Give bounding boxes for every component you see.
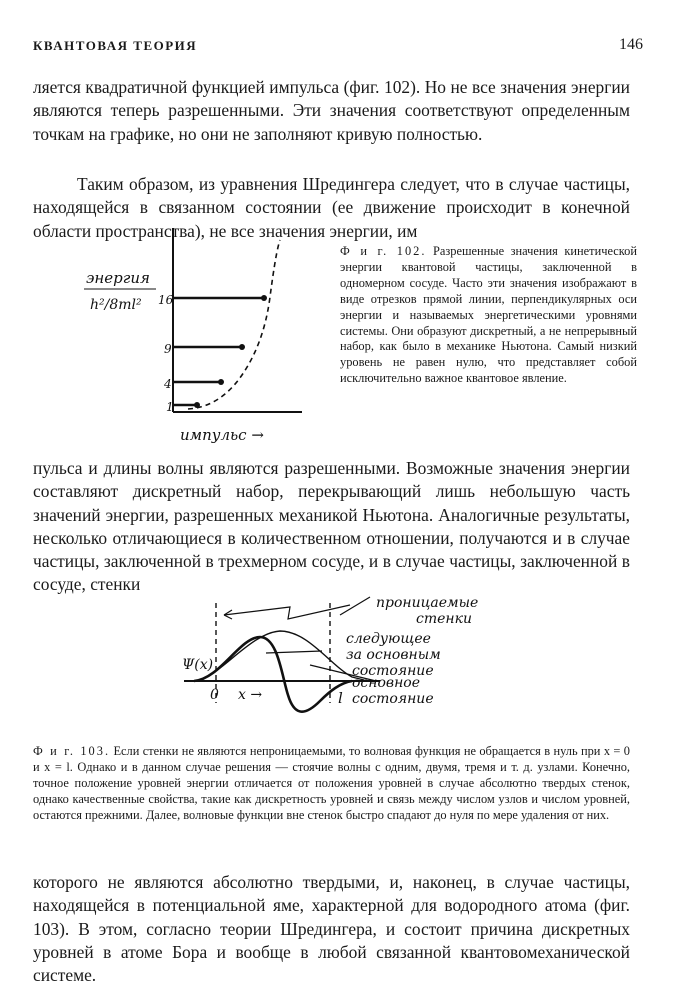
fig102-y-axis-unit: h²/8ml² bbox=[90, 297, 142, 313]
fig103-walls-label-1: проницаемые bbox=[376, 595, 479, 611]
fig102-point-9 bbox=[239, 344, 245, 350]
fig103-next-label-2: за основным bbox=[346, 647, 441, 663]
page-header bbox=[33, 38, 643, 60]
paragraph-2: Таким образом, из уравнения Шредингера следует, что в случае частицы, находящейся в связанном состоянии (ее движение происходит в конечной области пространства), не все значения энергии, им bbox=[33, 174, 630, 241]
fig103-l-label: l bbox=[338, 689, 343, 707]
fig103-x-label: x → bbox=[238, 687, 263, 703]
fig102-level-label-1: 1 bbox=[166, 400, 174, 414]
fig103-ground-state-curve bbox=[196, 631, 364, 681]
paragraph-4: которого не являются абсолютно твердыми, и, наконец, в случае частицы, находящейся в потенциальной яме, характерной для водородного атома (фиг. 103). В этом, согласно теории Шредингера, и состоит причина дискретных уровней в атоме Бора и вообще в любой связанной квантовомеханической системе. bbox=[33, 872, 630, 986]
figure-102-plot bbox=[70, 225, 340, 450]
figure-103-plot bbox=[180, 585, 530, 745]
paragraph-1: ляется квадратичной функцией импульса (фиг. 102). Но не все значения энергии являются теперь разрешенными. Эти значения соответствуют определенным точкам на графике, но они не заполняют кривую полностью. bbox=[33, 77, 630, 144]
figure-102-caption bbox=[340, 244, 637, 387]
figure-102-caption-label: Ф и г. 102. bbox=[340, 244, 427, 258]
fig103-walls-label-2: стенки bbox=[416, 611, 472, 627]
paragraph-3: пульса и длины волны являются разрешенными. Возможные значения энергии составляют дискретный набор, перекрывающий лишь небольшую часть значений энергии, разрешенных механикой Ньютона. Аналогичные результаты, несколько отличающиеся в количественном отношении, получаются и в случае частицы, заключенной в трехмерном сосуде, и в случае частицы, заключенной в сосуде, стенки bbox=[33, 458, 630, 595]
running-title: КВАНТОВАЯ ТЕОРИЯ bbox=[33, 38, 198, 53]
fig102-point-1 bbox=[194, 402, 200, 408]
fig103-origin-label: 0 bbox=[210, 687, 219, 703]
fig102-point-4 bbox=[218, 379, 224, 385]
fig102-point-16 bbox=[261, 295, 267, 301]
fig103-walls-pointer bbox=[224, 605, 350, 619]
fig102-x-axis-label: импульс → bbox=[180, 426, 264, 444]
fig102-level-label-4: 4 bbox=[164, 377, 172, 391]
fig102-level-label-16: 16 bbox=[158, 293, 174, 307]
fig103-next-label-1: следующее bbox=[346, 631, 431, 647]
fig103-next-label-3: состояние bbox=[352, 663, 434, 679]
fig103-y-label: Ψ(x) bbox=[182, 657, 214, 673]
fig102-y-axis-label: энергия bbox=[86, 269, 150, 287]
figure-103-caption bbox=[33, 744, 630, 824]
figure-103-caption-label: Ф и г. 103. bbox=[33, 744, 111, 758]
fig103-ground-label-1: основное bbox=[352, 675, 421, 691]
fig103-ground-label-2: состояние bbox=[352, 691, 434, 707]
fig102-parabola-curve bbox=[188, 240, 280, 409]
figure-103-caption-text: Если стенки не являются непроницаемыми, то волновая функция не обращается в нуль при x = 0 и x = l. Однако и в данном случае решения — стоячие волны с одним, двумя, тремя и т. д. узлами. Конечно, точное положение уровней энергии отличается от положения уровней в случае абсолютно твердых стенок, однако качественные свойства, такие как дискретность уровней и связь между числом узлов и числом уровней, остаются прежними. Далее, волновые функции вне стенок быстро спадают до нуля по мере удаления от них. bbox=[33, 744, 630, 822]
figure-102-caption-text: Разрешенные значения кинетической энергии квантовой частицы, заключенной в одномерном сосуде. Часто эти значения изображают в виде отрезков прямой линии, перпендикулярных оси энергии и называемых энергетическими уровнями системы. Они образуют дискретный, а не непрерывный набор, как было в механике Ньютона. Самый низкий уровень не равен нулю, что представляет собой исключительно важное квантовое явление. bbox=[340, 244, 637, 386]
fig102-level-label-9: 9 bbox=[164, 342, 172, 356]
page-number: 146 bbox=[619, 36, 643, 53]
